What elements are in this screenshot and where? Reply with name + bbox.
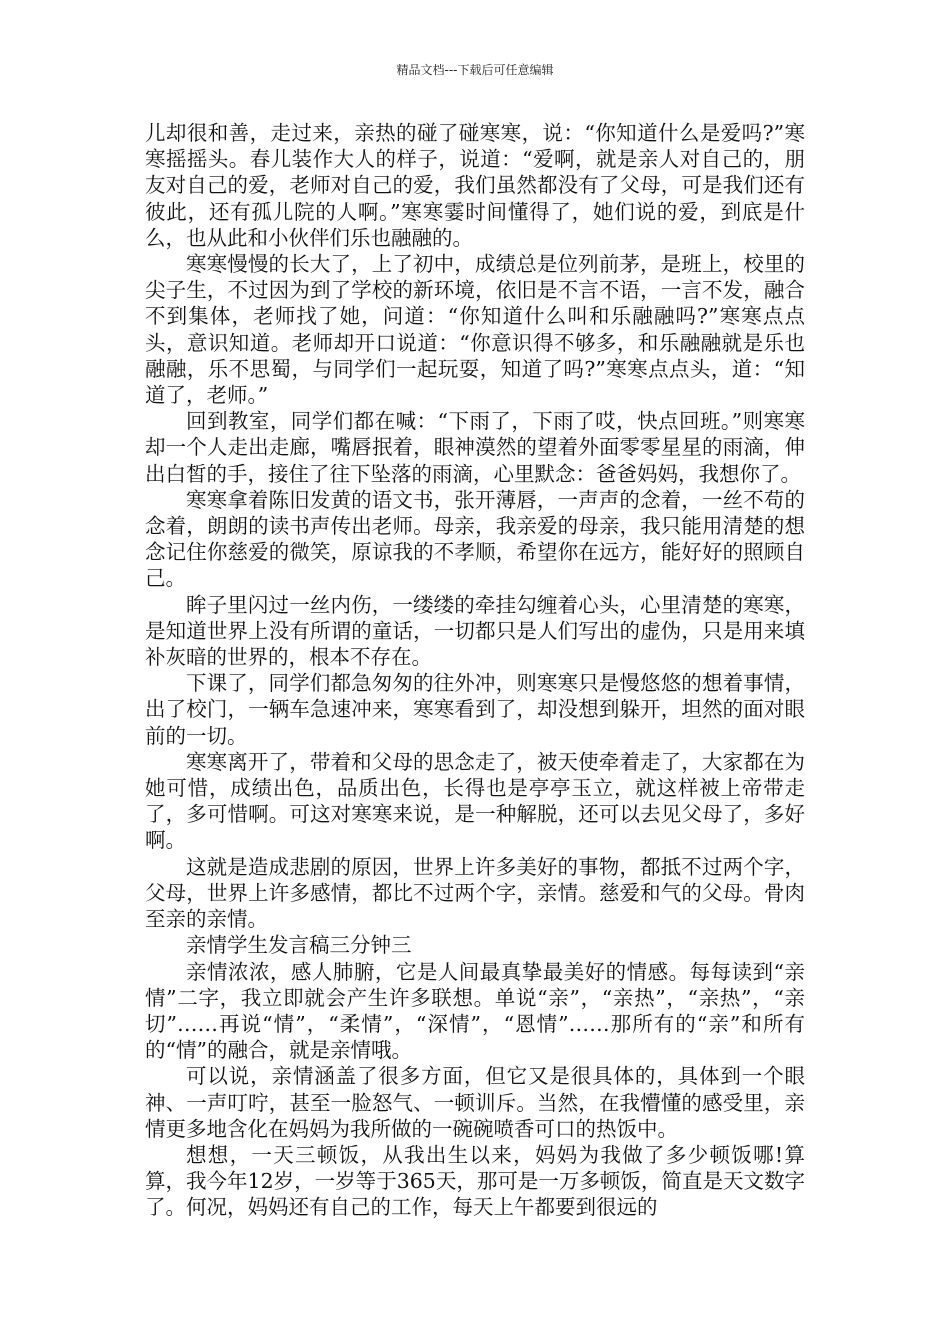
paragraph-5: 眸子里闪过一丝内伤，一缕缕的牵挂勾缠着心头，心里清楚的寒寒，是知道世界上没有所谓的童话，一切都只是人们写出的虚伪，只是用来填补灰暗的世界的，根本不存在。 — [145, 592, 805, 670]
paragraph-3: 回到教室，同学们都在喊：“下雨了，下雨了哎，快点回班。”则寒寒却一个人走出走廊，嘴唇抿着，眼神漠然的望着外面零零星星的雨滴，伸出白皙的手，接住了往下坠落的雨滴，心里默念：爸爸妈妈，我想你了。 — [145, 409, 805, 486]
paragraph-2: 寒寒慢慢的长大了，上了初中，成绩总是位列前茅，是班上，校里的尖子生，不过因为到了学校的新环境，依旧是不言不语，一言不发，融合不到集体，老师找了她，问道：“你知道什么叫和乐融融吗?”寒寒点点头，意识知道。老师却开口说道：“你意识得不够多，和乐融融就是乐也融融，乐不思蜀，与同学们一起玩耍，知道了吗?”寒寒点点头，道：“知道了，老师。” — [145, 252, 805, 408]
paragraph-10: 可以说，亲情涵盖了很多方面，但它又是很具体的，具体到一个眼神、一声叮咛，甚至一脸怒气、一顿训斥。当然，在我懵懂的感受里，亲情更多地含化在妈妈为我所做的一碗碗喷香可口的热饭中。 — [145, 1064, 805, 1141]
paragraph-8: 这就是造成悲剧的原因，世界上许多美好的事物，都抵不过两个字，父母，世界上许多感情，都比不过两个字，亲情。慈爱和气的父母。骨肉至亲的亲情。 — [145, 854, 805, 932]
paragraph-6: 下课了，同学们都急匆匆的往外冲，则寒寒只是慢悠悠的想着事情，出了校门，一辆车急速冲来，寒寒看到了，却没想到躲开，坦然的面对眼前的一切。 — [145, 671, 805, 748]
paragraph-1: 儿却很和善，走过来，亲热的碰了碰寒寒，说：“你知道什么是爱吗?”寒寒摇摇头。春儿装作大人的样子，说道：“爱啊，就是亲人对自己的，朋友对自己的爱，老师对自己的爱，我们虽然都没有了父母，可是我们还有彼此，还有孤儿院的人啊。”寒寒霎时间懂得了，她们说的爱，到底是什么，也从此和小伙伴们乐也融融的。 — [145, 121, 805, 250]
paragraph-4: 寒寒拿着陈旧发黄的语文书，张开薄唇，一声声的念着，一丝不苟的念着，朗朗的读书声传出老师。母亲，我亲爱的母亲，我只能用清楚的想念记住你慈爱的微笑，原谅我的不孝顺，希望你在远方，能好好的照顾自己。 — [145, 487, 805, 591]
paragraph-11: 想想，一天三顿饭，从我出生以来，妈妈为我做了多少顿饭哪!算算，我今年12岁，一岁等于365天，那可是一万多顿饭，简直是天文数字了。何况，妈妈还有自己的工作，每天上午都要到很远的 — [145, 1142, 805, 1220]
paragraph-9: 亲情浓浓，感人肺腑，它是人间最真挚最美好的情感。每每读到“亲情”二字，我立即就会产生许多联想。单说“亲”，“亲热”，“亲热”，“亲切”……再说“情”，“柔情”，“深情”，“恩情”……那所有的“亲”和所有的“情”的融合，就是亲情哦。 — [145, 959, 805, 1063]
document-body — [145, 120, 805, 1221]
page-header: 精品文档---下载后可任意编辑 — [396, 63, 554, 77]
section-heading: 亲情学生发言稿三分钟三 — [186, 933, 412, 958]
paragraph-7: 寒寒离开了，带着和父母的思念走了，被天使牵着走了，大家都在为她可惜，成绩出色，品质出色，长得也是亭亭玉立，就这样被上帝带走了，多可惜啊。可这对寒寒来说，是一种解脱，还可以去见父母了，多好啊。 — [145, 749, 805, 853]
